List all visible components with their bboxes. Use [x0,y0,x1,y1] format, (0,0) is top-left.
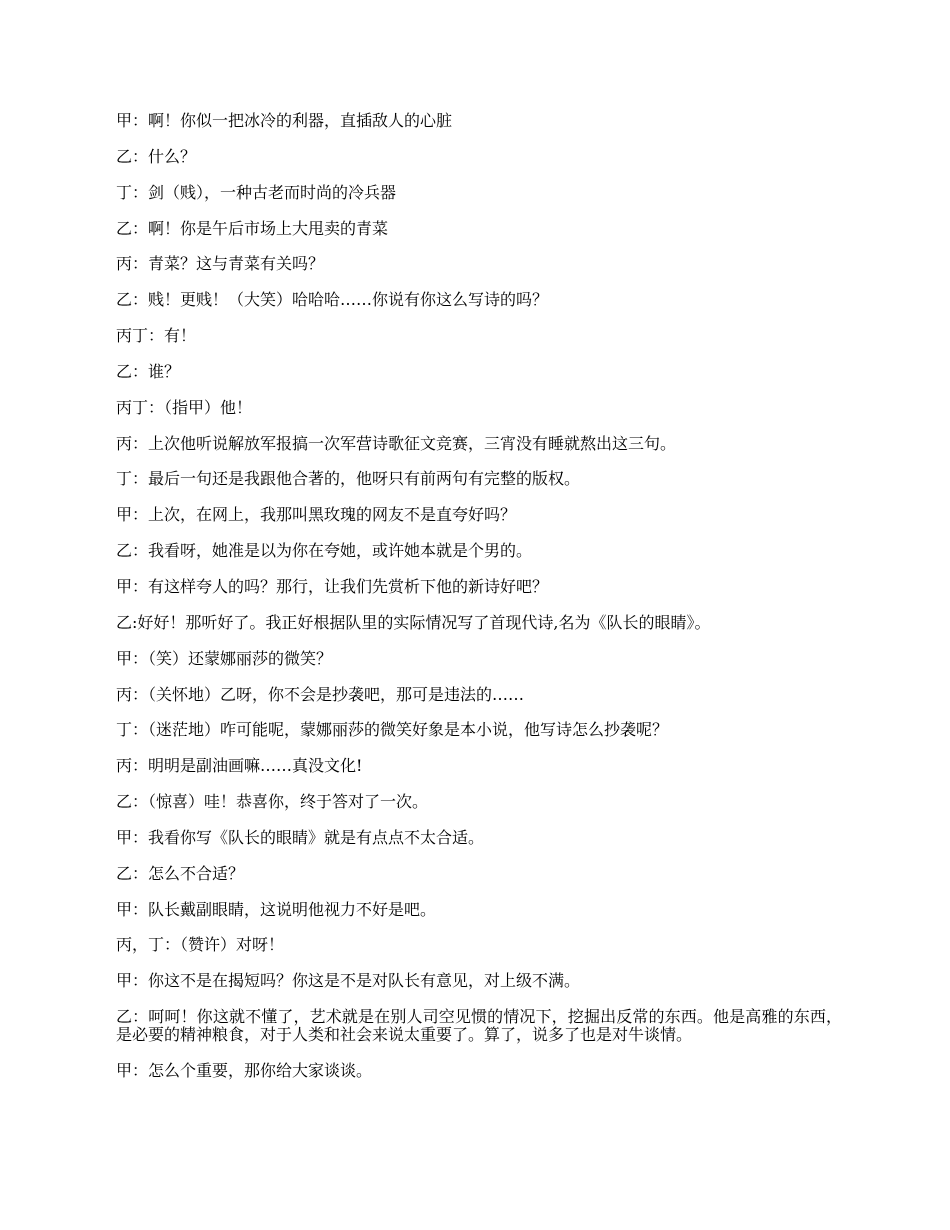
dialogue-line: 乙：呵呵！你这就不懂了，艺术就是在别人司空见惯的情况下，挖掘出反常的东西。他是高雅的东西，是必要的精神粮食，对于人类和社会来说太重要了。算了，说多了也是对牛谈情。 [116,1007,842,1045]
dialogue-line: 丙丁：有！ [116,326,197,346]
dialogue-line: 甲：（笑）还蒙娜丽莎的微笑？ [116,648,333,668]
dialogue-line: 甲：啊！你似一把冰冷的利器，直插敌人的心脏 [116,111,453,130]
dialogue-line: 甲：上次，在网上，我那叫黑玫瑰的网友不是直夸好吗？ [116,505,517,525]
dialogue-line: 乙：什么？ [116,146,197,166]
dialogue-line: 丙，丁：（赞许）对呀！ [116,935,285,955]
dialogue-line: 甲：怎么个重要，那你给大家谈谈。 [116,1060,373,1080]
dialogue-line: 丙：青菜？这与青菜有关吗？ [116,254,325,274]
dialogue-line: 丙丁：（指甲）他！ [116,397,253,417]
dialogue-line: 甲：有这样夸人的吗？那行，让我们先赏析下他的新诗好吧？ [116,576,549,596]
dialogue-line: 丁：剑（贱），一种古老而时尚的冷兵器 [116,182,397,202]
dialogue-line: 甲：我看你写《队长的眼睛》就是有点点不太合适。 [116,827,485,847]
dialogue-line: 乙：谁？ [116,361,181,381]
dialogue-line: 乙：我看呀，她准是以为你在夸她，或许她本就是个男的。 [116,541,533,561]
dialogue-line: 乙：贱！更贱！（大笑）哈哈哈……你说有你这么写诗的吗？ [116,290,549,310]
dialogue-line: 乙：怎么不合适？ [116,863,245,883]
dialogue-line: 丙：上次他听说解放军报搞一次军营诗歌征文竞赛，三宵没有睡就熬出这三句。 [116,433,677,453]
dialogue-line: 甲：队长戴副眼睛，这说明他视力不好是吧。 [116,899,437,919]
dialogue-line: 丙：明明是副油画嘛……真没文化! [116,756,363,776]
dialogue-line: 丙：（关怀地）乙呀，你不会是抄袭吧，那可是违法的…… [116,684,525,704]
dialogue-line: 乙：啊！你是午后市场上大甩卖的青菜 [116,218,389,238]
dialogue-script [116,112,842,1098]
dialogue-line: 丁：（迷茫地）咋可能呢，蒙娜丽莎的微笑好象是本小说，他写诗怎么抄袭呢？ [116,720,669,740]
dialogue-line: 乙：（惊喜）哇！恭喜你，终于答对了一次。 [116,792,429,812]
dialogue-line: 乙:好好！那听好了。我正好根据队里的实际情况写了首现代诗,名为《队长的眼睛》。 [116,612,711,632]
dialogue-line: 丁：最后一句还是我跟他合著的，他呀只有前两句有完整的版权。 [116,469,581,489]
dialogue-line: 甲：你这不是在揭短吗？你这是不是对队长有意见，对上级不满。 [116,971,581,991]
